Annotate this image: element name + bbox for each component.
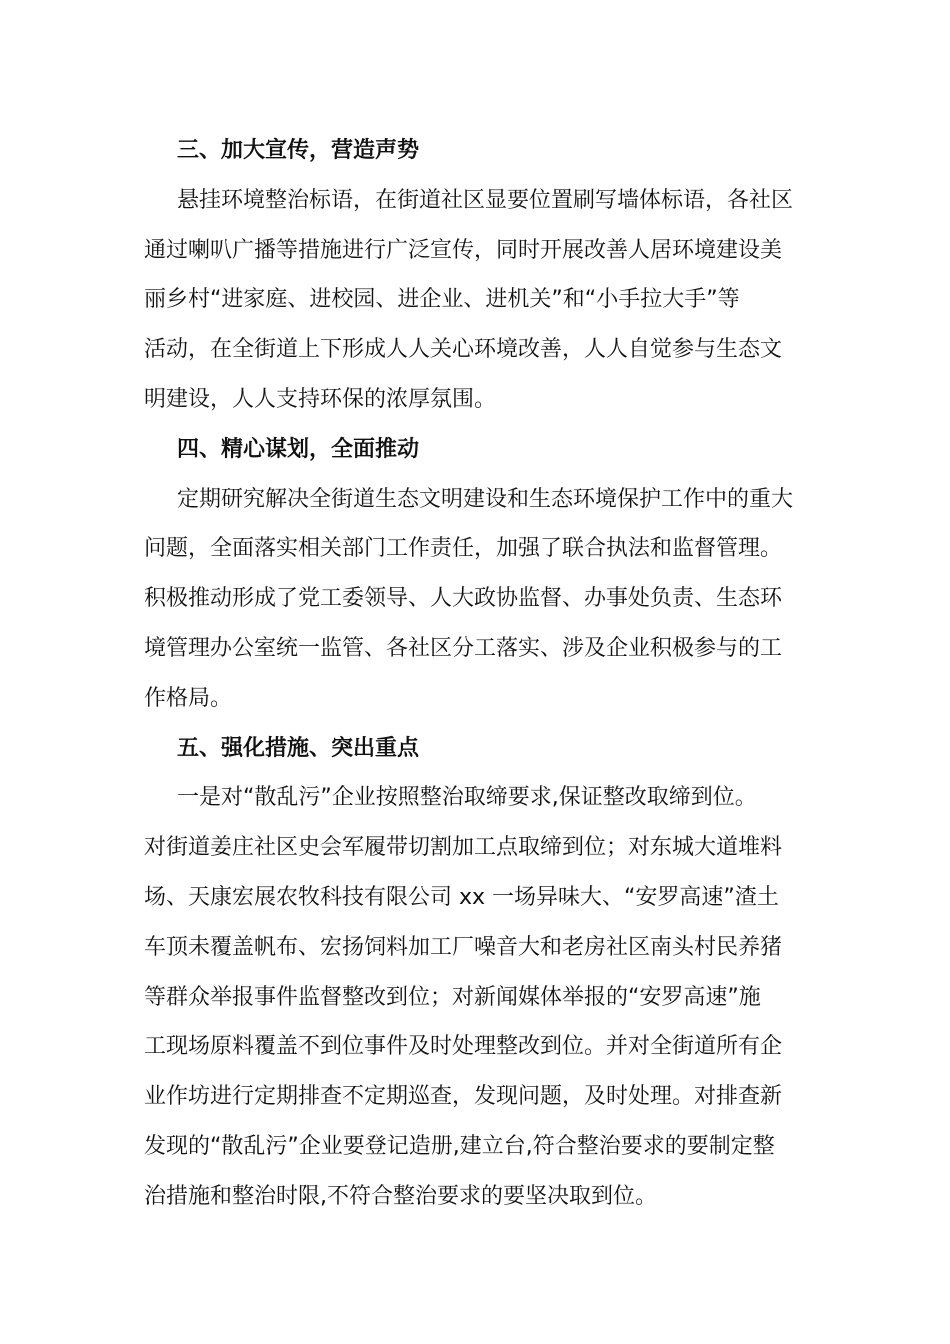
section-heading: 三、加大宣传，营造声势	[177, 138, 420, 163]
document-page	[144, 126, 806, 1222]
section-paragraph	[144, 176, 806, 425]
text-line: 一是对“散乱污”企业按照整治取缔要求,保证整改取缔到位。	[177, 785, 757, 811]
text-line: 治措施和整治时限,不符合整治要求的要坚决取到位。	[144, 1183, 657, 1209]
section-paragraph	[144, 773, 806, 1221]
text-line: 车顶未覆盖帆布、宏扬饲料加工厂噪音大和老房社区南头村民养猪	[144, 934, 783, 960]
text-line: 通过喇叭广播等措施进行广泛宣传，同时开展改善人居环境建设美	[144, 237, 783, 263]
text-line: 积极推动形成了党工委领导、人大政协监督、办事处负责、生态环	[144, 586, 783, 612]
section-paragraph	[144, 475, 806, 724]
section-5	[144, 724, 806, 1222]
section-heading: 四、精心谋划，全面推动	[177, 436, 420, 462]
text-line: 定期研究解决全街道生态文明建设和生态环境保护工作中的重大	[177, 486, 794, 512]
text-line: 丽乡村“进家庭、进校园、进企业、进机关”和“小手拉大手”等	[144, 287, 740, 313]
text-line: 活动，在全街道上下形成人人关心环境改善，人人自觉参与生态文	[144, 337, 783, 363]
text-line: 作格局。	[144, 685, 233, 711]
text-line: 等群众举报事件监督整改到位；对新闻媒体举报的“安罗高速”施	[144, 984, 761, 1010]
text-line: 境管理办公室统一监管、各社区分工落实、涉及企业积极参与的工	[144, 635, 783, 661]
section-3	[144, 126, 806, 425]
text-line: 悬挂环境整治标语，在街道社区显要位置刷写墙体标语，各社区	[177, 187, 794, 213]
text-line: 发现的“散乱污”企业要登记造册,建立台,符合整治要求的要制定整	[144, 1133, 775, 1159]
text-line: 工现场原料覆盖不到位事件及时处理整改到位。并对全街道所有企	[144, 1034, 783, 1060]
text-line: 问题，全面落实相关部门工作责任，加强了联合执法和监督管理。	[144, 536, 783, 562]
text-line: 对街道姜庄社区史会军履带切割加工点取缔到位；对东城大道堆料	[144, 835, 783, 861]
text-line: 业作坊进行定期排查不定期巡查，发现问题，及时处理。对排查新	[144, 1084, 783, 1110]
text-line: 场、天康宏展农牧科技有限公司 xx 一场异味大、“安罗高速”渣土	[144, 884, 779, 910]
text-line: 明建设，人人支持环保的浓厚氛围。	[144, 386, 497, 412]
section-heading: 五、强化措施、突出重点	[177, 735, 420, 761]
section-4	[144, 425, 806, 724]
